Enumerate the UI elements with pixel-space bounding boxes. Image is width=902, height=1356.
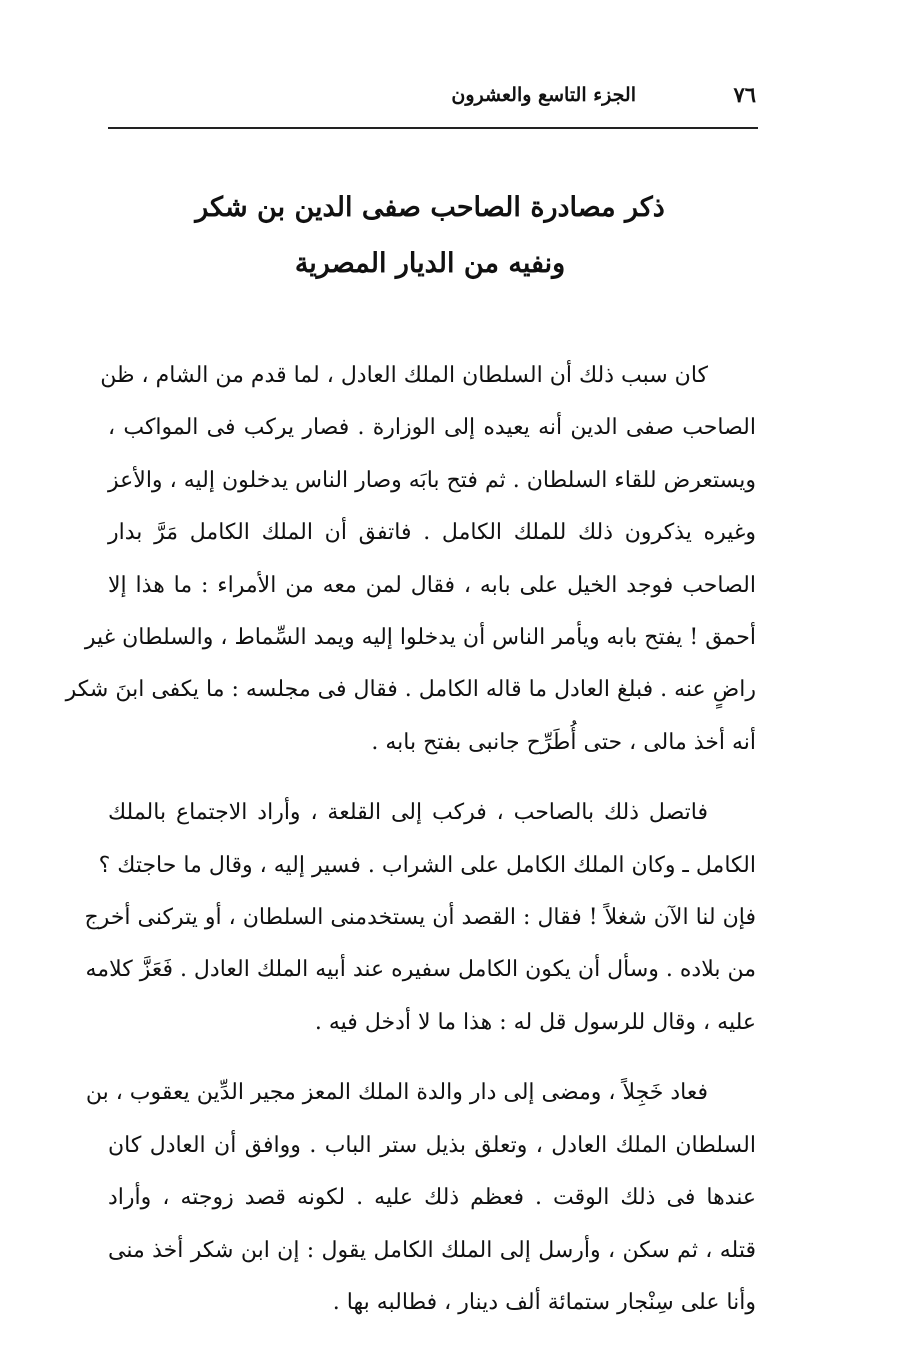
text-line: أحمق ! يفتح بابه ويأمر الناس أن يدخلوا إليه ويمد السِّماط ، والسلطان غير: [84, 625, 756, 651]
page-number: ٧٦: [733, 82, 756, 107]
text-line: عليه ، وقال للرسول قل له : هذا ما لا أدخل فيه .: [314, 1009, 756, 1035]
text-line: عندها فى ذلك الوقت . فعظم ذلك عليه . لكونه قصد زوجته ، وأراد: [108, 1185, 756, 1211]
text-line: ويستعرض للقاء السلطان . ثم فتح بابَه وصار الناس يدخلون إليه ، والأعز: [108, 467, 756, 493]
text-line: الصاحب صفى الدين أنه يعيده إلى الوزارة . فصار يركب فى المواكب ،: [108, 415, 756, 441]
text-line: السلطان الملك العادل ، وتعلق بذيل ستر الباب . ووافق أن العادل كان: [108, 1132, 756, 1158]
page-header: [108, 78, 756, 118]
text-line: وأنا على سِنْجار ستمائة ألف دينار ، فطالبه بها .: [332, 1289, 756, 1315]
text-line: الصاحب فوجد الخيل على بابه ، فقال لمن معه من الأمراء : ما هذا إلا: [108, 572, 756, 598]
text-line: فإن لنا الآن شغلاً ! فقال : القصد أن يستخدمنى السلطان ، أو يتركنى أخرج: [84, 905, 756, 931]
paragraph-2: [84, 787, 756, 1049]
chapter-title: [150, 180, 710, 292]
chapter-title-line-2: ونفيه من الديار المصرية: [294, 248, 566, 279]
paragraph-1: [65, 350, 756, 769]
paragraph-3: [85, 1067, 756, 1329]
text-line: وغيره يذكرون ذلك للملك الكامل . فاتفق أن الملك الكامل مَرَّ بدار: [108, 520, 756, 546]
chapter-title-line-1: ذكر مصادرة الصاحب صفى الدين بن شكر: [195, 192, 665, 223]
text-line: كان سبب ذلك أن السلطان الملك العادل ، لما قدم من الشام ، ظن: [100, 363, 708, 388]
text-line: فعاد خَجِلاً ، ومضى إلى دار والدة الملك المعز مجير الدِّين يعقوب ، بن: [85, 1080, 708, 1106]
text-line: أنه أخذ مالى ، حتى أُطَرِّح جانبى بفتح بابه .: [371, 729, 756, 755]
text-line: فاتصل ذلك بالصاحب ، فركب إلى القلعة ، وأراد الاجتماع بالملك: [108, 800, 708, 826]
text-line: قتله ، ثم سكن ، وأرسل إلى الملك الكامل يقول : إن ابن شكر أخذ منى: [108, 1237, 756, 1263]
text-line: راضٍ عنه . فبلغ العادل ما قاله الكامل . فقال فى مجلسه : ما يكفى ابنَ شكر: [65, 677, 756, 703]
text-line: الكامل ـ وكان الملك الكامل على الشراب . فسير إليه ، وقال ما حاجتك ؟: [98, 852, 756, 878]
header-rule: [108, 127, 758, 129]
text-line: من بلاده . وسأل أن يكون الكامل سفيره عند أبيه الملك العادل . فَعَزَّ كلامه: [85, 957, 756, 983]
running-head: الجزء التاسع والعشرون: [451, 84, 636, 106]
body-text: [65, 350, 756, 1347]
